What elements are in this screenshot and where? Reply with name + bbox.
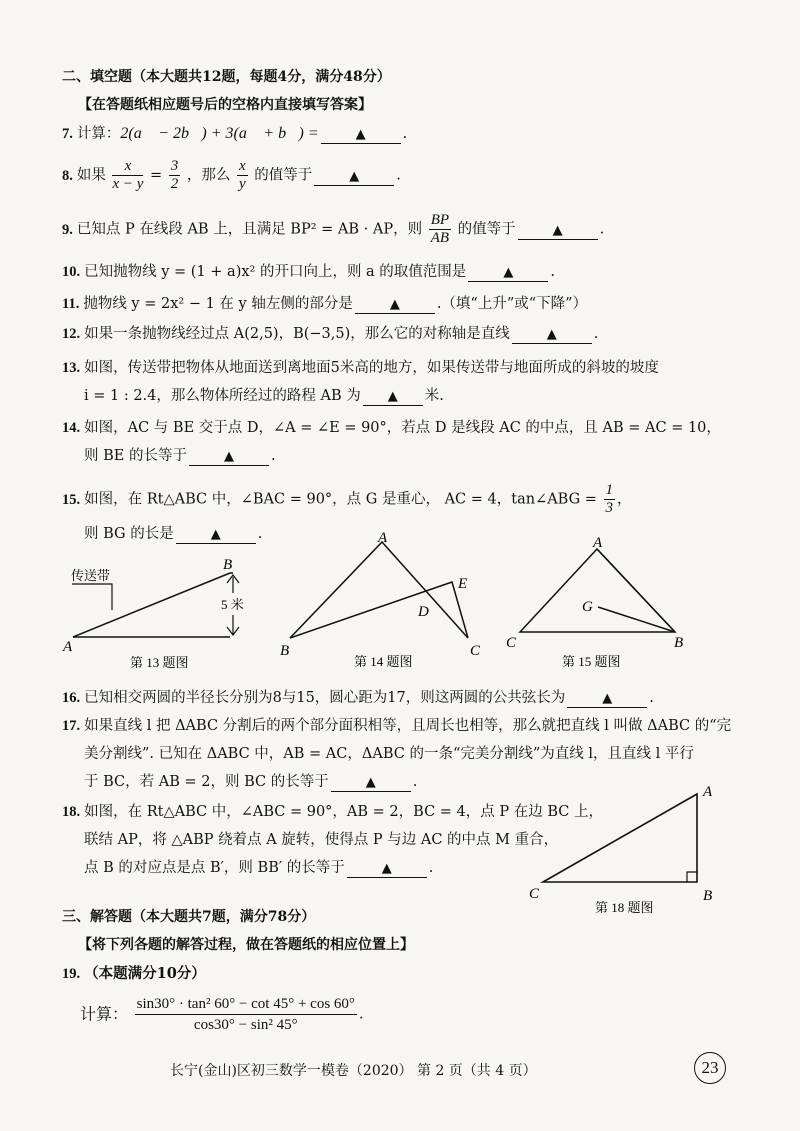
fig15-label-g: G (582, 599, 593, 615)
fig13-caption: 第 13 题图 (130, 655, 189, 670)
question-13-line2: i = 1 : 2.4，那么物体所经过的路程 AB 为 ▲ 米. (84, 388, 444, 404)
fig14-label-b: B (280, 643, 290, 659)
answer-blank-15: ▲ (176, 526, 256, 544)
question-19-title: 19. （本题满分10分） (62, 965, 206, 982)
fig13-label-a: A (63, 639, 73, 655)
fraction-bp-over-ab: $\frac{BP}{AB}$ (430, 212, 450, 246)
figure-18 (525, 780, 725, 920)
fig14-caption: 第 14 题图 (354, 654, 413, 669)
answer-blank-10: ▲ (468, 264, 548, 282)
answer-blank-12: ▲ (512, 326, 592, 344)
section2-note: 【在答题纸相应题号后的空格内直接填写答案】 (78, 97, 372, 113)
section3-note: 【将下列各题的解答过程，做在答题纸的相应位置上】 (78, 937, 414, 953)
fraction-1-over-3: $\frac{1}{3}$ (605, 482, 614, 516)
question-7: 7. 计算：2(a⃗ − 2b⃗) + 3(a⃗ + b⃗) = ▲ . (62, 125, 408, 142)
fig14-label-d: D (418, 604, 429, 620)
answer-blank-7: ▲ (321, 126, 401, 144)
fraction-3-over-2: $\frac{3}{2}$ (170, 158, 179, 192)
fraction-x-over-x-minus-y: $\frac{x}{x - y}$ (112, 158, 144, 192)
fig15-label-c: C (506, 635, 517, 651)
fig14-label-c: C (470, 643, 481, 659)
question-12: 12. 如果一条抛物线经过点 A(2,5)，B(−3,5)，那么它的对称轴是直线 ▲ . (62, 326, 599, 342)
question-9: 9. 已知点 P 在线段 AB 上，且满足 BP² = AB · AP，则 $\frac{BP}{AB}$ 的值等于 ▲ . (62, 212, 605, 246)
section2-title: 二、填空题（本大题共12题，每题4分，满分48分） (62, 69, 391, 85)
fig13-height-label: 5 米 (221, 597, 244, 612)
answer-blank-8: ▲ (314, 168, 394, 186)
question-14: 14. 如图，AC 与 BE 交于点 D，∠A = ∠E = 90°，若点 D 是线段 AC 的中点，且 AB = AC = 10， (62, 420, 721, 436)
question-18-line3: 点 B 的对应点是点 B′，则 BB′ 的长等于 ▲ . (84, 860, 434, 876)
question-14-line2: 则 BE 的长等于 ▲ . (84, 448, 276, 464)
question-18-line2: 联结 AP，将 △ABP 绕着点 A 旋转，使得点 P 与边 AC 的中点 M 重合， (84, 832, 559, 848)
question-16: 16. 已知相交两圆的半径长分别为8与15，圆心距为17，则这两圆的公共弦长为 ▲ . (62, 690, 654, 706)
answer-blank-16: ▲ (567, 690, 647, 708)
fig18-label-b: B (703, 888, 713, 904)
answer-blank-13: ▲ (363, 388, 423, 406)
page-number-badge: 23 (694, 1052, 726, 1084)
question-15: 15. 如图，在 Rt△ABC 中，∠BAC = 90°，点 G 是重心， AC = 4，tan∠ABG = $\frac{1}{3}$ ， (62, 482, 632, 516)
fig18-label-a: A (703, 784, 713, 800)
answer-blank-9: ▲ (518, 222, 598, 240)
question-18: 18. 如图，在 Rt△ABC 中，∠ABC = 90°，AB = 2，BC = 4，点 P 在边 BC 上， (62, 804, 603, 820)
fig18-caption: 第 18 题图 (595, 900, 654, 915)
question-17-line3: 于 BC，若 AB = 2，则 BC 的长等于 ▲ . (84, 774, 418, 790)
fig13-label-b: B (223, 557, 233, 573)
question-10: 10. 已知抛物线 y = (1 + a)x² 的开口向上，则 a 的取值范围是 ▲ . (62, 264, 555, 280)
answer-blank-18: ▲ (347, 860, 427, 878)
fig15-caption: 第 15 题图 (562, 654, 621, 669)
figure-15 (500, 535, 700, 675)
fig13-belt-label: 传送带 (71, 568, 111, 583)
fig14-label-a: A (378, 530, 388, 546)
fig14-label-e: E (458, 576, 468, 592)
question-17: 17. 如果直线 l 把 ΔABC 分割后的两个部分面积相等，且周长也相等，那么就把直线 l 叫做 ΔABC 的“完 (62, 718, 732, 734)
question-17-line2: 美分割线”. 已知在 ΔABC 中，AB = AC，ΔABC 的一条“完美分割线”为直线 l，且直线 l 平行 (84, 746, 694, 762)
question-13: 13. 如图，传送带把物体从地面送到离地面5米高的地方，如果传送带与地面所成的斜坡的坡度 (62, 360, 659, 376)
fraction-x-over-y: $\frac{x}{y}$ (239, 158, 246, 192)
figure-14 (270, 530, 490, 675)
page-footer: 长宁(金山)区初三数学一模卷（2020） 第 2 页（共 4 页） (170, 1063, 537, 1079)
question-15-line2: 则 BG 的长是 ▲ . (84, 526, 263, 542)
answer-blank-14: ▲ (189, 448, 269, 466)
q19-fraction: $\frac{\text{sin30° · tan² 60° − cot 45° + cos 60°}}{\text{cos30° − sin² 45°}}$ (136, 996, 355, 1033)
question-11: 11. 抛物线 y = 2x² − 1 在 y 轴左侧的部分是 ▲ .（填“上升”或“下降”） (62, 296, 588, 312)
section3-title: 三、解答题（本大题共7题，满分78分） (62, 909, 316, 925)
fig15-label-a: A (593, 535, 603, 551)
figure-13 (55, 555, 255, 675)
fig18-label-c: C (529, 886, 540, 902)
answer-blank-17: ▲ (331, 774, 411, 792)
question-8: 8. 如果 $\frac{x}{x - y}$ = $\frac{3}{2}$ ，那么 $\frac{x}{y}$ 的值等于 ▲ . (62, 158, 401, 192)
question-19-expression: 计算： $\frac{\text{sin30° · tan² 60° − cot 45° + cos 60°}}{\text{cos30° − sin² 45°}}$ . (80, 996, 364, 1033)
fig15-label-b: B (674, 635, 684, 651)
answer-blank-11: ▲ (355, 296, 435, 314)
